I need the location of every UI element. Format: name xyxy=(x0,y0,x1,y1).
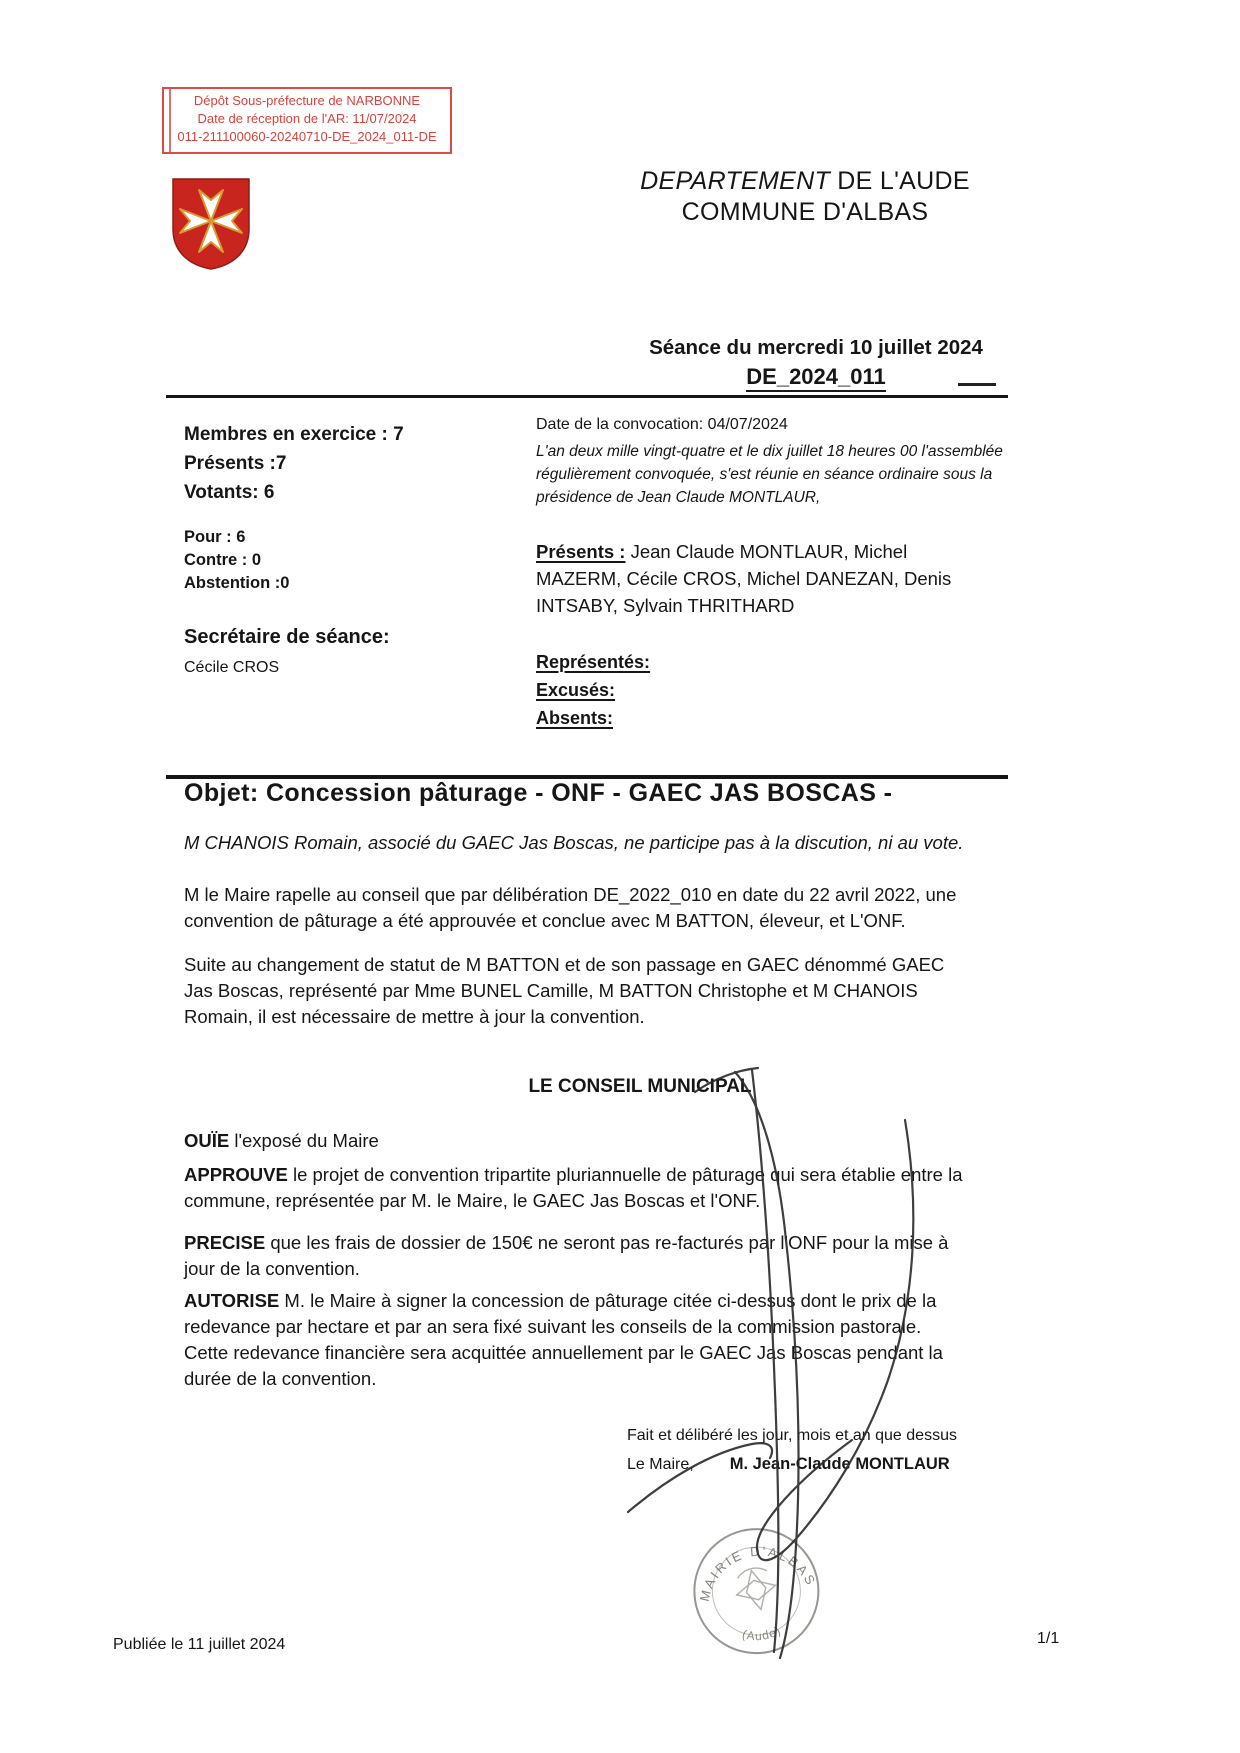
department-word: DEPARTEMENT xyxy=(640,167,831,195)
decision-precise: PRECISE que les frais de dossier de 150€ ne seront pas re-facturés par l'ONF pour la mise à jour de la convention. xyxy=(184,1230,948,1282)
paragraph-line: Cette redevance financière sera acquittée annuellement par le GAEC Jas Boscas pendant la xyxy=(184,1342,943,1363)
presents-list-line3: INTSABY, Sylvain THRITHARD xyxy=(536,595,795,616)
presents-list-line2: MAZERM, Cécile CROS, Michel DANEZAN, Denis xyxy=(536,568,952,589)
paragraph-line: durée de la convention. xyxy=(184,1368,377,1389)
recusal-statement: M CHANOIS Romain, associé du GAEC Jas Boscas, ne participe pas à la discution, ni au vote. xyxy=(184,832,964,853)
object-heading: Objet: Concession pâturage - ONF - GAEC JAS BOSCAS - xyxy=(184,779,893,807)
session-date-line: Séance du mercredi 10 juillet 2024 xyxy=(649,336,983,359)
representes-label: Représentés: xyxy=(536,652,651,672)
autorise-keyword: AUTORISE xyxy=(184,1290,280,1311)
commune-title: COMMUNE D'ALBAS xyxy=(681,198,929,226)
seal-arc-bottom-text: (Aude) xyxy=(740,1623,784,1644)
secretaire-label: Secrétaire de séance: xyxy=(184,626,390,648)
paragraph-line: Suite au changement de statut de M BATTON et de son passage en GAEC dénommé GAEC xyxy=(184,954,945,975)
vote-results-block xyxy=(184,526,289,595)
presents-list xyxy=(536,538,951,619)
reception-stamp-line1: Dépôt Sous-préfecture de NARBONNE xyxy=(193,93,421,108)
paragraph-line: convention de pâturage a été approuvée et conclue avec M BATTON, éleveur, et L'ONF. xyxy=(184,910,906,931)
approuve-keyword: APPROUVE xyxy=(184,1164,288,1185)
publication-date: Publiée le 11 juillet 2024 xyxy=(113,1636,286,1653)
contre-count: Contre : 0 xyxy=(184,551,262,569)
mairie-seal-icon xyxy=(675,1508,840,1679)
paragraph-line: redevance par hectare et par an sera fixé suivant les conseils de la commission pastorale. xyxy=(184,1316,922,1337)
closing-formula: Fait et délibéré les jour, mois et an que dessus xyxy=(627,1427,957,1444)
handwritten-tick-mark xyxy=(958,383,996,386)
paragraph-line: commune, représentée par M. le Maire, le GAEC Jas Boscas et l'ONF. xyxy=(184,1190,761,1211)
decision-approuve: APPROUVE le projet de convention tripartite pluriannuelle de pâturage qui sera établie entre la commune, représentée par M. le Maire, le GAEC Jas Boscas et l'ONF. xyxy=(184,1162,963,1214)
absents-label: Absents: xyxy=(536,708,614,728)
secretaire-name: Cécile CROS xyxy=(184,659,280,676)
closing-block xyxy=(627,1422,957,1479)
presents-list-line1: Présents : Jean Claude MONTLAUR, Michel xyxy=(536,541,908,562)
precise-keyword: PRECISE xyxy=(184,1232,266,1253)
council-heading: LE CONSEIL MUNICIPAL xyxy=(528,1076,752,1097)
presents-label: Présents : xyxy=(536,541,626,562)
abstention-count: Abstention :0 xyxy=(184,574,290,592)
decision-ouie: OUÏE l'exposé du Maire xyxy=(184,1130,379,1151)
presents-count: Présents :7 xyxy=(184,453,287,474)
maire-label: Le Maire, xyxy=(627,1456,694,1473)
seal-arc-top-text: MAIRIE D'ALBAS xyxy=(696,1543,820,1603)
paragraph-line: M le Maire rapelle au conseil que par délibération DE_2022_010 en date du 22 avril 2022, une xyxy=(184,884,957,905)
convocation-date: Date de la convocation: 04/07/2024 xyxy=(536,416,788,433)
department-rest: DE L'AUDE xyxy=(830,167,970,195)
decision-autorise: AUTORISE M. le Maire à signer la concession de pâturage citée ci-dessus dont le prix de la redevance par hectare et par an sera fixé suivant les conseils de la commission pastorale. Cette redevance financière sera acquittée annuellement par le GAEC Jas Boscas pendant la durée de la convention. xyxy=(184,1288,943,1392)
paragraph-line: Romain, il est nécessaire de mettre à jour la convention. xyxy=(184,1006,645,1027)
paragraph-statut-change xyxy=(184,952,944,1030)
recital-line: présidence de Jean Claude MONTLAUR, xyxy=(536,489,821,506)
recital-paragraph xyxy=(536,440,1003,509)
reception-stamp-line2: Date de réception de l'AR: 11/07/2024 xyxy=(197,111,417,126)
ouie-keyword: OUÏE xyxy=(184,1130,230,1151)
vote-counts-block xyxy=(184,420,404,507)
department-title xyxy=(505,166,1105,197)
albas-coat-of-arms-icon xyxy=(170,177,252,271)
recital-line: L'an deux mille vingt-quatre et le dix juillet 18 heures 00 l'assemblée xyxy=(536,443,1003,460)
recital-line: régulièrement convoquée, s'est réunie en séance ordinaire sous la xyxy=(536,466,993,483)
paragraph-line: Jas Boscas, représenté par Mme BUNEL Camille, M BATTON Christophe et M CHANOIS xyxy=(184,980,918,1001)
reception-stamp-line3: 011-211100060-20240710-DE_2024_011-DE xyxy=(177,129,437,144)
membres-exercice: Membres en exercice : 7 xyxy=(184,424,404,445)
attendance-roles xyxy=(536,648,650,732)
paragraph-line: jour de la convention. xyxy=(184,1258,360,1279)
horizontal-rule-top xyxy=(166,395,1008,398)
paragraph-convention-recall xyxy=(184,882,956,934)
maire-name: M. Jean-Claude MONTLAUR xyxy=(729,1455,950,1473)
deliberation-reference: DE_2024_011 xyxy=(566,363,1066,391)
prefecture-reception-stamp xyxy=(162,87,452,154)
excuses-label: Excusés: xyxy=(536,680,616,700)
votants-count: Votants: 6 xyxy=(184,482,275,503)
page-number: 1/1 xyxy=(1037,1630,1060,1647)
mayor-signature-line xyxy=(627,1450,957,1479)
document-header xyxy=(505,166,1105,228)
svg-text:(Aude) xyxy=(738,1618,784,1648)
pour-count: Pour : 6 xyxy=(184,528,246,546)
